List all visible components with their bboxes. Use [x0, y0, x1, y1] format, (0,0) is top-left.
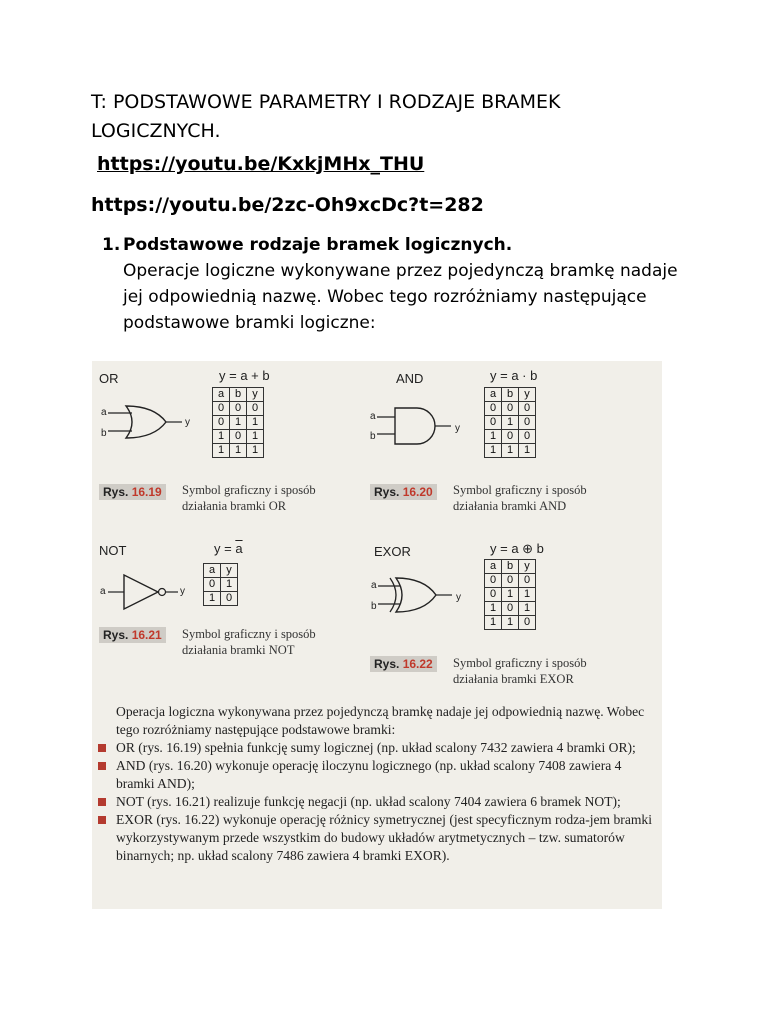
and-truth-table	[484, 387, 536, 458]
truth-table-cell: 1	[247, 430, 264, 444]
truth-table-cell: 1	[247, 444, 264, 458]
and-gate-symbol	[377, 406, 457, 446]
truth-table-cell: 0	[519, 430, 536, 444]
or-gate-label: OR	[99, 371, 119, 386]
truth-table-row	[213, 402, 264, 416]
rys-16-20-label: Rys. 16.20	[370, 484, 437, 500]
truth-table-cell: 1	[502, 416, 519, 430]
truth-table-header-cell: b	[230, 388, 247, 402]
truth-table-cell: 0	[221, 592, 238, 606]
truth-table-cell: 1	[247, 416, 264, 430]
truth-table-cell: 0	[502, 430, 519, 444]
truth-table-cell: 1	[485, 616, 502, 630]
truth-table-cell: 1	[519, 444, 536, 458]
truth-table-cell: 0	[485, 588, 502, 602]
and-gate-label: AND	[396, 371, 424, 386]
not-output-label: y	[180, 586, 185, 597]
bullet-exor: EXOR (rys. 16.22) wykonuje operację różnicy symetrycznej (jest specyficznym rodza-jem bramki wykorzystywanym przede wszystkim do budowy układów arytmetycznych – tzw. sumatorów binarnych; np. układ scalony 7486 zawiera 4 bramki EXOR).	[116, 811, 656, 865]
section-number: 1.	[102, 235, 121, 255]
truth-table-header-cell: y	[519, 560, 536, 574]
truth-table-cell: 0	[247, 402, 264, 416]
and-equation: y = a · b	[490, 368, 538, 383]
or-input-b-label: b	[101, 428, 107, 439]
truth-table-cell: 1	[230, 444, 247, 458]
truth-table-header-cell: y	[247, 388, 264, 402]
not-gate-symbol	[108, 573, 188, 613]
or-gate-symbol	[108, 403, 188, 443]
truth-table-cell: 1	[519, 588, 536, 602]
truth-table-cell: 0	[502, 574, 519, 588]
bullet-square-icon	[98, 816, 106, 824]
truth-table-cell: 1	[502, 616, 519, 630]
or-equation: y = a + b	[219, 368, 270, 383]
truth-table-cell: 0	[485, 402, 502, 416]
and-output-label: y	[455, 423, 460, 434]
rys-16-21-label: Rys. 16.21	[99, 627, 166, 643]
truth-table-cell: 0	[485, 416, 502, 430]
rys-16-22-label: Rys. 16.22	[370, 656, 437, 672]
section-text: Operacje logiczne wykonywane przez pojedynczą bramkę nadaje jej odpowiednią nazwę. Wobec tego rozróżniamy następujące podstawowe bramki logiczne:	[123, 261, 678, 333]
truth-table-cell: 0	[502, 402, 519, 416]
exor-input-a-label: a	[371, 580, 377, 591]
truth-table-header-cell: a	[204, 564, 221, 578]
truth-table-cell: 1	[213, 444, 230, 458]
or-output-label: y	[185, 417, 190, 428]
truth-table-cell: 0	[230, 430, 247, 444]
youtube-link-1[interactable]: https://youtu.be/KxkjMHx_THU	[97, 153, 425, 175]
truth-table-header-row	[485, 388, 536, 402]
bullet-square-icon	[98, 744, 106, 752]
truth-table-header-row	[213, 388, 264, 402]
truth-table-header-cell: y	[221, 564, 238, 578]
truth-table-cell: 1	[485, 602, 502, 616]
exor-gate-symbol	[378, 576, 458, 616]
truth-table-row	[485, 444, 536, 458]
truth-table-header-cell: a	[485, 388, 502, 402]
and-caption: Symbol graficzny i sposób działania bramki AND	[453, 483, 587, 513]
truth-table-row	[485, 430, 536, 444]
bullet-square-icon	[98, 762, 106, 770]
truth-table-row	[485, 402, 536, 416]
youtube-link-2[interactable]: https://youtu.be/2zc-Oh9xcDc?t=282	[91, 194, 484, 216]
exor-caption: Symbol graficzny i sposób działania bramki EXOR	[453, 656, 587, 686]
bullet-or: OR (rys. 16.19) spełnia funkcję sumy logicznej (np. układ scalony 7432 zawiera 4 bramki OR);	[116, 739, 656, 757]
truth-table-cell: 1	[230, 416, 247, 430]
truth-table-cell: 1	[519, 602, 536, 616]
truth-table-cell: 0	[502, 602, 519, 616]
not-equation: $y = \overline{a}$	[214, 541, 243, 556]
truth-table-cell: 0	[519, 402, 536, 416]
truth-table-row	[204, 578, 238, 592]
truth-table-row	[485, 616, 536, 630]
truth-table-cell: 0	[213, 402, 230, 416]
truth-table-cell: 0	[485, 574, 502, 588]
section-1	[102, 232, 702, 336]
truth-table-cell: 0	[519, 616, 536, 630]
truth-table-header-cell: a	[213, 388, 230, 402]
exor-input-b-label: b	[371, 601, 377, 612]
textbook-figure	[92, 361, 662, 909]
not-gate-label: NOT	[99, 543, 127, 558]
bullet-not: NOT (rys. 16.21) realizuje funkcję negacji (np. układ scalony 7404 zawiera 6 bramek NOT);	[116, 793, 656, 811]
truth-table-row	[485, 574, 536, 588]
truth-table-header-cell: a	[485, 560, 502, 574]
and-input-a-label: a	[370, 411, 376, 422]
or-caption: Symbol graficzny i sposób działania bramki OR	[182, 483, 316, 513]
not-truth-table	[203, 563, 238, 606]
truth-table-row	[213, 430, 264, 444]
exor-truth-table	[484, 559, 536, 630]
truth-table-row	[485, 588, 536, 602]
truth-table-cell: 1	[502, 444, 519, 458]
figure-paragraph	[116, 703, 656, 865]
section-heading: Podstawowe rodzaje bramek logicznych.	[123, 235, 513, 255]
truth-table-row	[485, 416, 536, 430]
truth-table-row	[204, 592, 238, 606]
truth-table-row	[485, 602, 536, 616]
figure-intro-text: Operacja logiczna wykonywana przez pojedynczą bramkę nadaje jej odpowiednią nazwę. Wobec tego rozróżniamy następujące podstawowe bramki:	[116, 704, 645, 737]
bullet-and: AND (rys. 16.20) wykonuje operację iloczynu logicznego (np. układ scalony 7408 zawiera 4 bramki AND);	[116, 757, 656, 793]
truth-table-cell: 0	[519, 416, 536, 430]
truth-table-cell: 1	[485, 444, 502, 458]
truth-table-cell: 0	[213, 416, 230, 430]
not-caption: Symbol graficzny i sposób działania bramki NOT	[182, 627, 316, 657]
or-truth-table	[212, 387, 264, 458]
truth-table-cell: 0	[519, 574, 536, 588]
truth-table-cell: 1	[502, 588, 519, 602]
truth-table-header-cell: b	[502, 388, 519, 402]
truth-table-cell: 1	[213, 430, 230, 444]
exor-gate-label: EXOR	[374, 544, 411, 559]
truth-table-header-row	[204, 564, 238, 578]
gate-bullet-list	[116, 739, 656, 865]
bullet-square-icon	[98, 798, 106, 806]
truth-table-row	[213, 416, 264, 430]
or-input-a-label: a	[101, 407, 107, 418]
and-input-b-label: b	[370, 431, 376, 442]
truth-table-cell: 1	[204, 592, 221, 606]
exor-output-label: y	[456, 592, 461, 603]
truth-table-row	[213, 444, 264, 458]
truth-table-cell: 0	[204, 578, 221, 592]
truth-table-cell: 1	[221, 578, 238, 592]
truth-table-cell: 1	[485, 430, 502, 444]
rys-16-19-label: Rys. 16.19	[99, 484, 166, 500]
exor-equation: y = a ⊕ b	[490, 541, 544, 556]
truth-table-header-row	[485, 560, 536, 574]
page-title: T: PODSTAWOWE PARAMETRY I RODZAJE BRAMEK LOGICZNYCH.	[91, 91, 561, 142]
not-input-a-label: a	[100, 586, 106, 597]
truth-table-header-cell: y	[519, 388, 536, 402]
truth-table-cell: 0	[230, 402, 247, 416]
truth-table-header-cell: b	[502, 560, 519, 574]
